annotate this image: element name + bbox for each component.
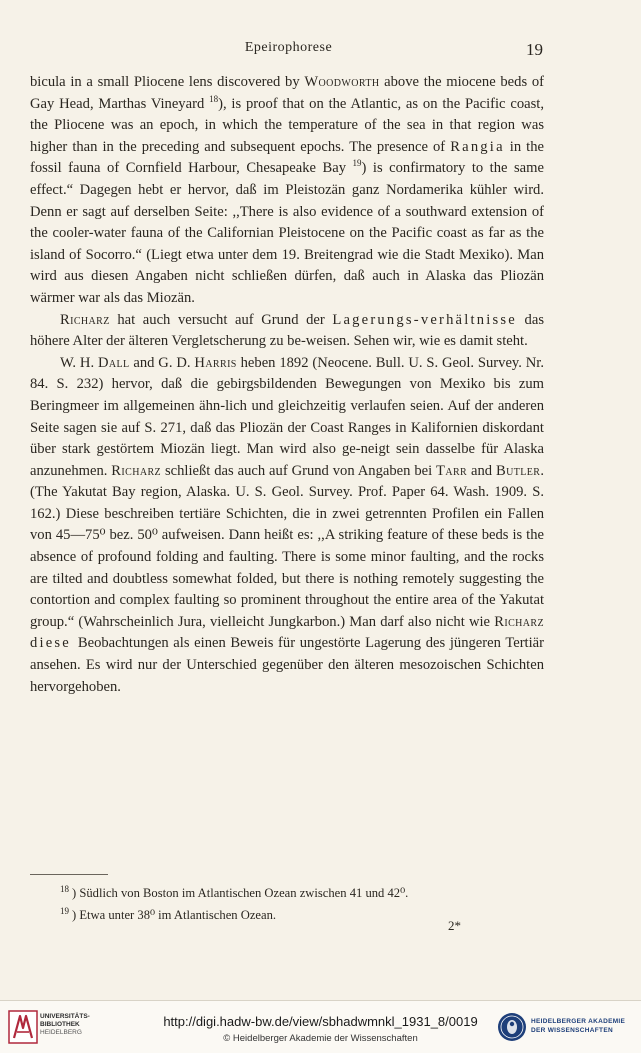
paragraph-1: bicula in a small Pliocene lens discovered by Woodworth above the miocene beds of Gay Head, Marthas Vineyard $^{18}$), is proof that on the Atlantic, as on the Pacific coast, the Pliocene was an epoch, in which the temperature of the sea in that region was higher than in the preceding and subsequent epochs. The presence of Rangia in the fossil fauna of Cornfield Harbour, Chesapeake Bay $^{19}$) is confirmatory to the same effect.“ Dagegen hebt er hervor, daß im Pleistozän ganz Nordamerika kühler wird. Denn er sagt auf derselben Seite: ,,There is also evidence of a southward extension of the cooler-water fauna of the Californian Pleistocene on the Pacific coast as far as the island of Socorro.“ (Liegt etwa unter dem 19. Breitengrad wie die Stadt Mexiko). Man wird aus diesen Angaben nicht schließen dürfen, daß auch in Alaska das Pliozän wärmer war als das Miozän.: [30, 74, 545, 306]
footnotes: [60, 880, 540, 924]
permalink-url[interactable]: http://digi.hadw-bw.de/view/sbhadwmnkl_1931_8/0019: [163, 1014, 478, 1029]
sheet-signature: 2*: [448, 918, 461, 933]
author-name: Butler: [496, 462, 541, 479]
author-name: Richarz: [111, 462, 162, 479]
emphasis-text: diese: [30, 635, 78, 652]
author-name: Harris: [194, 354, 237, 371]
author-name: Woodworth: [304, 74, 380, 90]
paragraph-2: Richarz hat auch versucht auf Grund der Lagerungs-verhältnisse das höhere Alter der älteren Vergletscherung zu be-weisen. Sehen wir, wie es damit steht.: [30, 311, 544, 350]
page-number: 19: [526, 40, 543, 59]
footnote-divider: [30, 874, 108, 875]
viewer-footer: [0, 1000, 641, 1053]
author-name: Richarz: [60, 311, 110, 328]
paragraph-3: W. H. Dall and G. D. Harris heben 1892 (Neocene. Bull. U. S. Geol. Survey. Nr. 84. S. 232) hervor, daß die gebirgsbildenden Bewegungen von Mexiko bis zum Beringmeer im allgemeinen ähn-lich und gleichzeitig verlaufen seien. Auf der anderen Seite sagen sie auf S. 271, daß das Pliozän der Coast Ranges in Kalifornien diskordant über stark gestörtem Miozän liegt. Man wird also ge-neigt sein dasselbe für Alaska anzunehmen. Richarz schließt das auch auf Grund von Angaben bei Tarr and Butler. (The Yakutat Bay region, Alaska. U. S. Geol. Survey. Prof. Paper 64. Wash. 1909. S. 162.) Diese beschreiben tertiäre Schichten, die in zwei getrennten Profilen ein Fallen von 45—75⁰ bez. 50⁰ aufweisen. Dann heißt es: ,,A striking feature of these beds is the absence of profound folding and faulting. There is some minor faulting, and the rocks are tilted and doubtless somewhat folded, but there is nothing remotely suggesting the contortion and complex faulting so prominent throughout the entire area of the Yakutat group.“ (Wahrscheinlich Jura, vielleicht Jungkarbon.) Man darf also nicht wie Richarz diese Beobachtungen als einen Beweis für ungestörte Lagerung des jüngeren Tertiär ansehen. Es wird nur der Unterschied gegenüber den älteren mesozoischen Schichten hervorgehoben.: [30, 354, 545, 695]
running-title: Epeirophorese: [244, 40, 333, 55]
author-name: Dall: [97, 354, 130, 371]
copyright-notice: © Heidelberger Akademie der Wissenschaften: [223, 1033, 418, 1044]
academy-name: HEIDELBERGER AKADEMIE DER WISSENSCHAFTEN: [531, 1018, 626, 1034]
academy-seal-icon[interactable]: [497, 1012, 527, 1042]
library-name: UNIVERSITÄTS- BIBLIOTHEK HEIDELBERG: [40, 1013, 90, 1036]
main-text: [30, 72, 544, 698]
footnote-ref-19[interactable]: 19: [352, 158, 362, 169]
footnote-19: $^{19}$ ) Etwa unter 38⁰ im Atlantischen Ozean.: [60, 906, 277, 922]
emphasis-text: Lagerungs-verhältnisse: [332, 311, 517, 328]
footnote-18: $^{18}$ ) Südlich von Boston im Atlantischen Ozean zwischen 41 und 42⁰.: [60, 884, 409, 900]
author-name: Richarz: [494, 613, 544, 630]
taxon-name: Rangia: [450, 138, 505, 155]
footnote-ref-18[interactable]: 18: [209, 93, 219, 104]
author-name: Tarr: [436, 462, 468, 479]
